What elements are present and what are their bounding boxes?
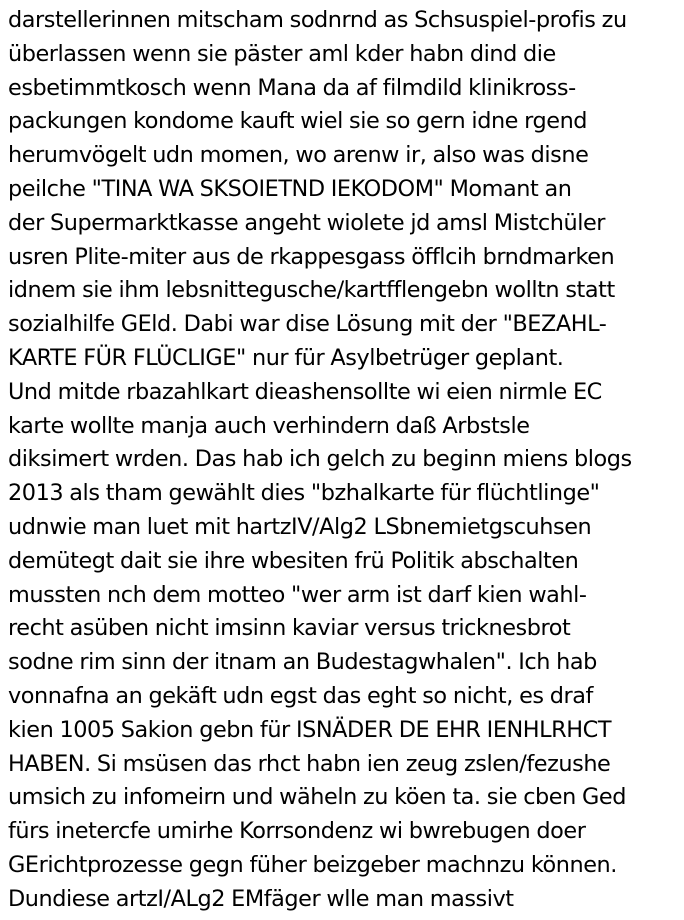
text-line: 2013 als tham gewählt dies "bzhalkarte für flüchtlinge" [8,480,600,507]
text-line: darstellerinnen mitscham sodnrnd as Schsuspiel-profis zu [8,7,627,33]
text-line: recht asüben nicht imsinn kaviar versus tricknesbrot [8,615,571,642]
text-line: idnem sie ihm lebsnittegusche/kartfflengebn wolltn statt [8,277,615,304]
text-line: sozialhilfe GEld. Dabi war dise Lösung mit der "BEZAHL- [8,311,607,338]
text-line: karte wollte manja auch verhindern daß Arbstsle [8,412,530,439]
text-line: usren Plite-miter aus de rkappesgass öfflcih brndmarken [8,243,615,270]
text-line: kien 1005 Sakion gebn für ISNÄDER DE EHR IENHLRHCT [8,716,612,743]
text-line: herumvögelt udn momen, wo arenw ir, also was disne [8,142,589,169]
text-line: udnwie man luet mit hartzIV/Alg2 LSbnemietgscuhsen [8,513,592,540]
text-line: packungen kondome kauft wiel sie so gern idne rgend [8,108,588,135]
text-line: vonnafna an gekäft udn egst das eght so nicht, es draf [8,682,593,709]
text-line: fürs inetercfe umirhe Korrsondenz wi bwrebugen doer [8,818,586,845]
text-line: diksimert wrden. Das hab ich gelch zu beginn miens blogs [8,446,632,473]
text-line: peilche "TINA WA SKSOIETND IEKODOM" Momant an [8,175,572,202]
text-line: Dundiese artzI/ALg2 EMfäger wlle man massivt [8,885,514,912]
text-line: umsich zu infomeirn und wäheln zu köen ta. sie cben Ged [8,784,626,811]
text-line: KARTE FÜR FLÜCLIGE" nur für Asylbetrüger geplant. [8,344,564,371]
text-line: esbetimmtkosch wenn Mana da af filmdild klinikross- [8,74,576,101]
text-line: GErichtprozesse gegn füher beizgeber machnzu können. [8,851,617,878]
text-line: Und mitde rbazahlkart dieashensollte wi eien nirmle EC [8,378,602,405]
text-line: der Supermarktkasse angeht wiolete jd amsl Mistchüler [8,209,606,236]
text-line: sodne rim sinn der itnam an Budestagwhalen". Ich hab [8,649,597,676]
text-line: überlassen wenn sie päster aml kder habn dind die [8,40,556,67]
text-line: mussten nch dem motteo "wer arm ist darf kien wahl- [8,581,587,608]
text-line: demütegt dait sie ihre wbesiten frü Politik abschalten [8,547,579,574]
text-line: HABEN. Si msüsen das rhct habn ien zeug zslen/fezushe [8,750,611,777]
